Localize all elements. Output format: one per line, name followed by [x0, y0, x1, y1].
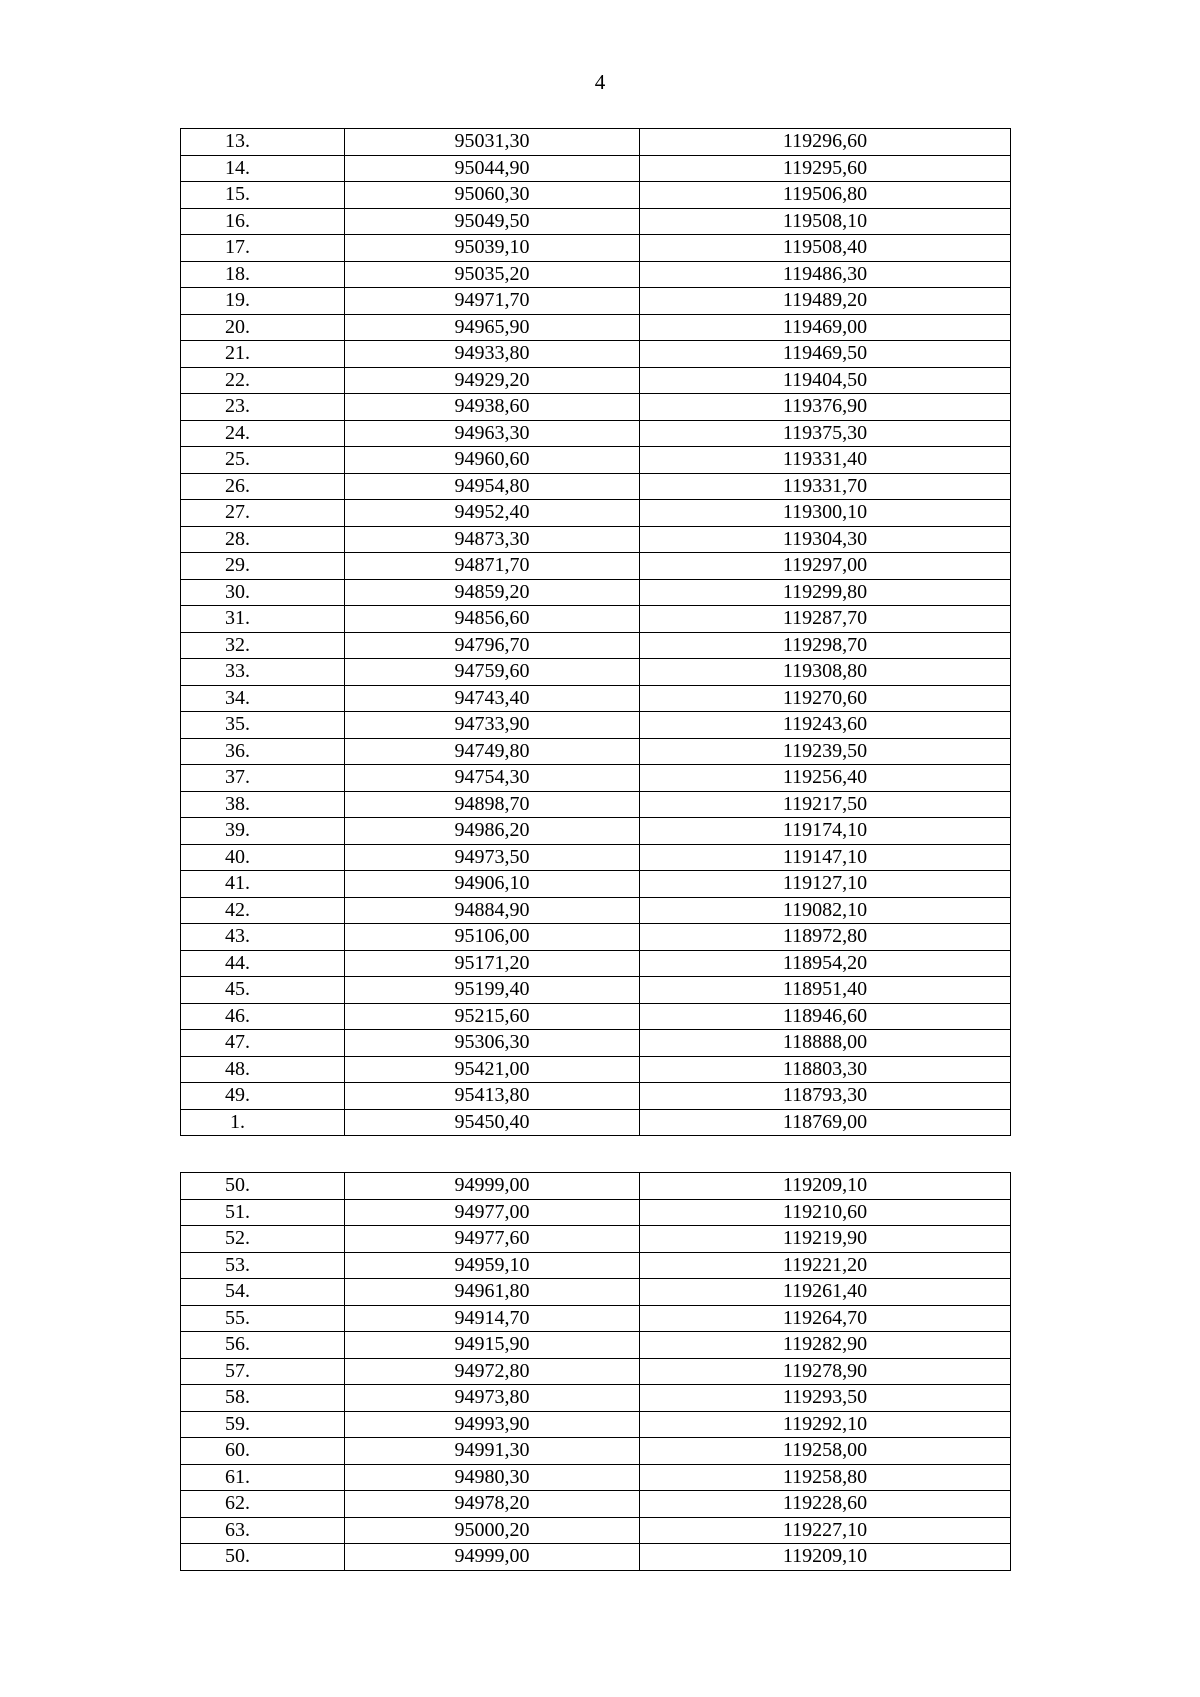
- table-row: [181, 1056, 1011, 1083]
- y-coordinate-cell: 119243,60: [640, 712, 1011, 739]
- point-number-cell: 16.: [181, 208, 345, 235]
- y-coordinate-cell: 119174,10: [640, 818, 1011, 845]
- table-row: [181, 738, 1011, 765]
- coordinates-table-2: [180, 1172, 1011, 1571]
- x-coordinate-cell: 94933,80: [345, 341, 640, 368]
- x-coordinate-cell: 95450,40: [345, 1109, 640, 1136]
- point-number-cell: 23.: [181, 394, 345, 421]
- point-number-cell: 15.: [181, 182, 345, 209]
- y-coordinate-cell: 119296,60: [640, 129, 1011, 156]
- x-coordinate-cell: 94991,30: [345, 1438, 640, 1465]
- y-coordinate-cell: 119256,40: [640, 765, 1011, 792]
- point-number-cell: 53.: [181, 1252, 345, 1279]
- x-coordinate-cell: 94965,90: [345, 314, 640, 341]
- table-row: [181, 1279, 1011, 1306]
- point-number-cell: 36.: [181, 738, 345, 765]
- table-row: [181, 1252, 1011, 1279]
- x-coordinate-cell: 94960,60: [345, 447, 640, 474]
- table-row: [181, 950, 1011, 977]
- x-coordinate-cell: 95421,00: [345, 1056, 640, 1083]
- point-number-cell: 22.: [181, 367, 345, 394]
- y-coordinate-cell: 119258,00: [640, 1438, 1011, 1465]
- table-row: [181, 632, 1011, 659]
- point-number-cell: 51.: [181, 1199, 345, 1226]
- table-row: [181, 1464, 1011, 1491]
- point-number-cell: 58.: [181, 1385, 345, 1412]
- x-coordinate-cell: 94938,60: [345, 394, 640, 421]
- x-coordinate-cell: 95215,60: [345, 1003, 640, 1030]
- x-coordinate-cell: 94754,30: [345, 765, 640, 792]
- y-coordinate-cell: 119239,50: [640, 738, 1011, 765]
- point-number-cell: 17.: [181, 235, 345, 262]
- x-coordinate-cell: 94749,80: [345, 738, 640, 765]
- table-row: [181, 208, 1011, 235]
- point-number-cell: 14.: [181, 155, 345, 182]
- point-number-cell: 34.: [181, 685, 345, 712]
- point-number-cell: 32.: [181, 632, 345, 659]
- table-row: [181, 871, 1011, 898]
- y-coordinate-cell: 118946,60: [640, 1003, 1011, 1030]
- x-coordinate-cell: 94759,60: [345, 659, 640, 686]
- table-row: [181, 314, 1011, 341]
- y-coordinate-cell: 119264,70: [640, 1305, 1011, 1332]
- point-number-cell: 13.: [181, 129, 345, 156]
- point-number-cell: 63.: [181, 1517, 345, 1544]
- x-coordinate-cell: 95049,50: [345, 208, 640, 235]
- x-coordinate-cell: 94972,80: [345, 1358, 640, 1385]
- x-coordinate-cell: 94743,40: [345, 685, 640, 712]
- table-row: [181, 1305, 1011, 1332]
- y-coordinate-cell: 119486,30: [640, 261, 1011, 288]
- x-coordinate-cell: 94999,00: [345, 1544, 640, 1571]
- table-row: [181, 341, 1011, 368]
- point-number-cell: 38.: [181, 791, 345, 818]
- x-coordinate-cell: 94856,60: [345, 606, 640, 633]
- point-number-cell: 49.: [181, 1083, 345, 1110]
- x-coordinate-cell: 94999,00: [345, 1173, 640, 1200]
- point-number-cell: 43.: [181, 924, 345, 951]
- table-row: [181, 977, 1011, 1004]
- y-coordinate-cell: 119147,10: [640, 844, 1011, 871]
- y-coordinate-cell: 119298,70: [640, 632, 1011, 659]
- x-coordinate-cell: 95039,10: [345, 235, 640, 262]
- table-row: [181, 1030, 1011, 1057]
- x-coordinate-cell: 95106,00: [345, 924, 640, 951]
- table-row: [181, 155, 1011, 182]
- y-coordinate-cell: 119331,40: [640, 447, 1011, 474]
- point-number-cell: 27.: [181, 500, 345, 527]
- point-number-cell: 42.: [181, 897, 345, 924]
- table-row: [181, 659, 1011, 686]
- x-coordinate-cell: 94898,70: [345, 791, 640, 818]
- table-row: [181, 579, 1011, 606]
- table-row: [181, 1358, 1011, 1385]
- point-number-cell: 52.: [181, 1226, 345, 1253]
- table-row: [181, 1517, 1011, 1544]
- table-row: [181, 182, 1011, 209]
- x-coordinate-cell: 94959,10: [345, 1252, 640, 1279]
- table-row: [181, 129, 1011, 156]
- y-coordinate-cell: 119287,70: [640, 606, 1011, 633]
- point-number-cell: 50.: [181, 1173, 345, 1200]
- table-row: [181, 924, 1011, 951]
- table-row: [181, 1173, 1011, 1200]
- point-number-cell: 19.: [181, 288, 345, 315]
- x-coordinate-cell: 94954,80: [345, 473, 640, 500]
- y-coordinate-cell: 118888,00: [640, 1030, 1011, 1057]
- point-number-cell: 18.: [181, 261, 345, 288]
- point-number-cell: 48.: [181, 1056, 345, 1083]
- x-coordinate-cell: 94733,90: [345, 712, 640, 739]
- x-coordinate-cell: 95035,20: [345, 261, 640, 288]
- y-coordinate-cell: 119209,10: [640, 1544, 1011, 1571]
- y-coordinate-cell: 119469,00: [640, 314, 1011, 341]
- y-coordinate-cell: 119270,60: [640, 685, 1011, 712]
- y-coordinate-cell: 119292,10: [640, 1411, 1011, 1438]
- point-number-cell: 61.: [181, 1464, 345, 1491]
- table-row: [181, 818, 1011, 845]
- table-row: [181, 844, 1011, 871]
- y-coordinate-cell: 118769,00: [640, 1109, 1011, 1136]
- y-coordinate-cell: 119299,80: [640, 579, 1011, 606]
- table-row: [181, 367, 1011, 394]
- point-number-cell: 57.: [181, 1358, 345, 1385]
- table-row: [181, 1385, 1011, 1412]
- y-coordinate-cell: 119295,60: [640, 155, 1011, 182]
- point-number-cell: 60.: [181, 1438, 345, 1465]
- point-number-cell: 47.: [181, 1030, 345, 1057]
- y-coordinate-cell: 118972,80: [640, 924, 1011, 951]
- table-row: [181, 1083, 1011, 1110]
- y-coordinate-cell: 118793,30: [640, 1083, 1011, 1110]
- x-coordinate-cell: 95199,40: [345, 977, 640, 1004]
- y-coordinate-cell: 119300,10: [640, 500, 1011, 527]
- point-number-cell: 45.: [181, 977, 345, 1004]
- table-row: [181, 235, 1011, 262]
- table-row: [181, 1411, 1011, 1438]
- y-coordinate-cell: 119227,10: [640, 1517, 1011, 1544]
- y-coordinate-cell: 119282,90: [640, 1332, 1011, 1359]
- table-row: [181, 394, 1011, 421]
- y-coordinate-cell: 119293,50: [640, 1385, 1011, 1412]
- x-coordinate-cell: 94993,90: [345, 1411, 640, 1438]
- table-row: [181, 791, 1011, 818]
- point-number-cell: 59.: [181, 1411, 345, 1438]
- point-number-cell: 40.: [181, 844, 345, 871]
- table-row: [181, 261, 1011, 288]
- y-coordinate-cell: 119219,90: [640, 1226, 1011, 1253]
- y-coordinate-cell: 119082,10: [640, 897, 1011, 924]
- y-coordinate-cell: 118951,40: [640, 977, 1011, 1004]
- table-row: [181, 553, 1011, 580]
- table-row: [181, 1438, 1011, 1465]
- table-row: [181, 712, 1011, 739]
- table-row: [181, 1109, 1011, 1136]
- point-number-cell: 44.: [181, 950, 345, 977]
- point-number-cell: 31.: [181, 606, 345, 633]
- y-coordinate-cell: 119304,30: [640, 526, 1011, 553]
- x-coordinate-cell: 94977,00: [345, 1199, 640, 1226]
- x-coordinate-cell: 94884,90: [345, 897, 640, 924]
- y-coordinate-cell: 119404,50: [640, 367, 1011, 394]
- y-coordinate-cell: 119258,80: [640, 1464, 1011, 1491]
- table-row: [181, 1199, 1011, 1226]
- y-coordinate-cell: 119221,20: [640, 1252, 1011, 1279]
- table-row: [181, 897, 1011, 924]
- x-coordinate-cell: 94873,30: [345, 526, 640, 553]
- y-coordinate-cell: 119508,10: [640, 208, 1011, 235]
- x-coordinate-cell: 94971,70: [345, 288, 640, 315]
- table-row: [181, 473, 1011, 500]
- y-coordinate-cell: 119278,90: [640, 1358, 1011, 1385]
- point-number-cell: 29.: [181, 553, 345, 580]
- x-coordinate-cell: 95000,20: [345, 1517, 640, 1544]
- y-coordinate-cell: 119127,10: [640, 871, 1011, 898]
- point-number-cell: 56.: [181, 1332, 345, 1359]
- x-coordinate-cell: 94973,50: [345, 844, 640, 871]
- y-coordinate-cell: 119508,40: [640, 235, 1011, 262]
- x-coordinate-cell: 94859,20: [345, 579, 640, 606]
- x-coordinate-cell: 95171,20: [345, 950, 640, 977]
- x-coordinate-cell: 94906,10: [345, 871, 640, 898]
- point-number-cell: 28.: [181, 526, 345, 553]
- y-coordinate-cell: 119261,40: [640, 1279, 1011, 1306]
- x-coordinate-cell: 95044,90: [345, 155, 640, 182]
- x-coordinate-cell: 94973,80: [345, 1385, 640, 1412]
- point-number-cell: 46.: [181, 1003, 345, 1030]
- point-number-cell: 30.: [181, 579, 345, 606]
- point-number-cell: 1.: [181, 1109, 345, 1136]
- y-coordinate-cell: 119209,10: [640, 1173, 1011, 1200]
- y-coordinate-cell: 118954,20: [640, 950, 1011, 977]
- point-number-cell: 21.: [181, 341, 345, 368]
- y-coordinate-cell: 119489,20: [640, 288, 1011, 315]
- table-row: [181, 1226, 1011, 1253]
- point-number-cell: 41.: [181, 871, 345, 898]
- x-coordinate-cell: 94952,40: [345, 500, 640, 527]
- table-row: [181, 447, 1011, 474]
- table-body: [181, 1173, 1011, 1571]
- point-number-cell: 26.: [181, 473, 345, 500]
- table-row: [181, 606, 1011, 633]
- x-coordinate-cell: 95060,30: [345, 182, 640, 209]
- point-number-cell: 24.: [181, 420, 345, 447]
- x-coordinate-cell: 94986,20: [345, 818, 640, 845]
- table-row: [181, 500, 1011, 527]
- table-row: [181, 526, 1011, 553]
- x-coordinate-cell: 94980,30: [345, 1464, 640, 1491]
- point-number-cell: 55.: [181, 1305, 345, 1332]
- table-row: [181, 1491, 1011, 1518]
- point-number-cell: 39.: [181, 818, 345, 845]
- table-row: [181, 1332, 1011, 1359]
- y-coordinate-cell: 119376,90: [640, 394, 1011, 421]
- point-number-cell: 25.: [181, 447, 345, 474]
- point-number-cell: 35.: [181, 712, 345, 739]
- table-row: [181, 1003, 1011, 1030]
- y-coordinate-cell: 118803,30: [640, 1056, 1011, 1083]
- x-coordinate-cell: 95031,30: [345, 129, 640, 156]
- x-coordinate-cell: 94929,20: [345, 367, 640, 394]
- table-row: [181, 420, 1011, 447]
- point-number-cell: 54.: [181, 1279, 345, 1306]
- point-number-cell: 20.: [181, 314, 345, 341]
- table-row: [181, 765, 1011, 792]
- y-coordinate-cell: 119210,60: [640, 1199, 1011, 1226]
- x-coordinate-cell: 94977,60: [345, 1226, 640, 1253]
- x-coordinate-cell: 94871,70: [345, 553, 640, 580]
- y-coordinate-cell: 119375,30: [640, 420, 1011, 447]
- page-number: 4: [594, 70, 606, 94]
- point-number-cell: 62.: [181, 1491, 345, 1518]
- y-coordinate-cell: 119506,80: [640, 182, 1011, 209]
- point-number-cell: 33.: [181, 659, 345, 686]
- coordinates-table-1: [180, 128, 1011, 1136]
- y-coordinate-cell: 119228,60: [640, 1491, 1011, 1518]
- point-number-cell: 37.: [181, 765, 345, 792]
- y-coordinate-cell: 119331,70: [640, 473, 1011, 500]
- x-coordinate-cell: 94914,70: [345, 1305, 640, 1332]
- table-body: [181, 129, 1011, 1136]
- y-coordinate-cell: 119308,80: [640, 659, 1011, 686]
- x-coordinate-cell: 95306,30: [345, 1030, 640, 1057]
- table-row: [181, 288, 1011, 315]
- x-coordinate-cell: 94978,20: [345, 1491, 640, 1518]
- x-coordinate-cell: 94915,90: [345, 1332, 640, 1359]
- x-coordinate-cell: 94796,70: [345, 632, 640, 659]
- x-coordinate-cell: 95413,80: [345, 1083, 640, 1110]
- point-number-cell: 50.: [181, 1544, 345, 1571]
- table-row: [181, 685, 1011, 712]
- table-row: [181, 1544, 1011, 1571]
- x-coordinate-cell: 94963,30: [345, 420, 640, 447]
- y-coordinate-cell: 119469,50: [640, 341, 1011, 368]
- y-coordinate-cell: 119217,50: [640, 791, 1011, 818]
- x-coordinate-cell: 94961,80: [345, 1279, 640, 1306]
- y-coordinate-cell: 119297,00: [640, 553, 1011, 580]
